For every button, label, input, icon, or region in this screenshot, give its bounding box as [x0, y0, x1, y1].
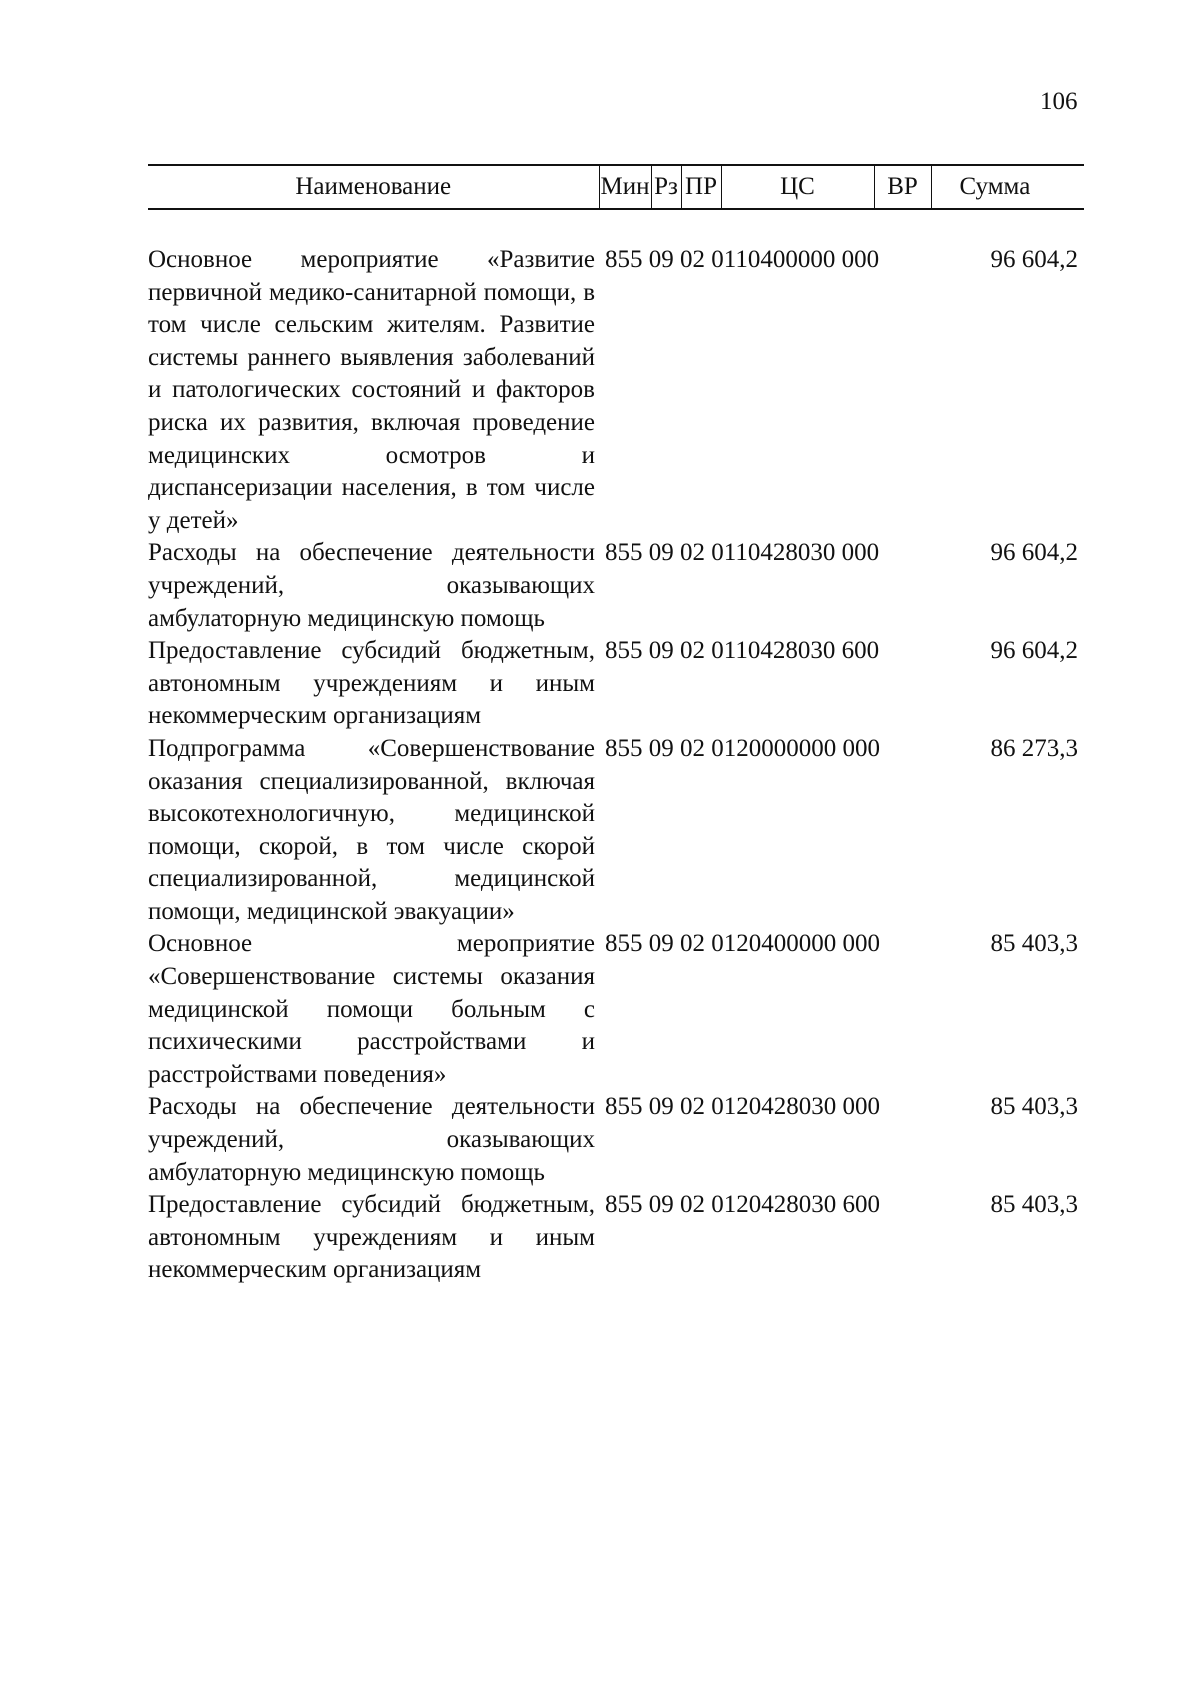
row-vr: 000 — [841, 246, 880, 273]
row-rz: 09 — [648, 637, 674, 665]
row-sum: 85 403,3 — [990, 1093, 1078, 1121]
row-codes — [599, 928, 1084, 1091]
row-codes — [599, 244, 1084, 537]
header-vr: ВР — [874, 165, 931, 209]
header-rz: Рз — [651, 165, 681, 209]
row-sum: 96 604,2 — [990, 539, 1078, 567]
row-cs: 0110428030 — [711, 637, 836, 665]
row-pr: 02 — [680, 1093, 705, 1121]
row-vr: 000 — [842, 930, 880, 958]
table-row — [148, 928, 1084, 1091]
table-row — [148, 537, 1084, 635]
table-row — [148, 1091, 1084, 1189]
row-rz: 09 — [648, 734, 674, 762]
row-rz: 09 — [648, 930, 674, 958]
table-header — [148, 165, 1084, 209]
table-row — [148, 244, 1084, 537]
table-row — [148, 635, 1084, 733]
row-vr: 000 — [841, 539, 880, 567]
row-sum: 85 403,3 — [990, 1191, 1078, 1219]
row-cs: 0120428030 — [711, 1191, 837, 1219]
row-name: Предоставление субсидий бюджетным, автономным учреждениям и иным некоммерческим организациям — [148, 637, 595, 730]
row-name: Расходы на обеспечение деятельности учреждений, оказывающих амбулаторную медицинскую помощь — [148, 1093, 595, 1186]
row-name: Основное мероприятие «Совершенствование системы оказания медицинской помощи больным с психическими расстройствами и расстройствами поведения» — [148, 930, 595, 1088]
row-vr: 600 — [841, 637, 880, 665]
row-rz: 09 — [648, 1093, 674, 1121]
row-pr: 02 — [680, 246, 705, 273]
budget-table — [148, 164, 1084, 1287]
row-codes — [599, 1091, 1084, 1189]
row-sum: 86 273,3 — [990, 734, 1078, 762]
row-min: 855 — [605, 1093, 643, 1121]
row-name: Основное мероприятие «Развитие первичной медико-санитарной помощи, в том числе сельским жителям. Развитие системы раннего выявления заболеваний и патологических состояний и факторов риска их развития, включая проведение медицинских осмотров и диспансеризации населения, в том числе у детей» — [148, 246, 595, 534]
row-sum: 96 604,2 — [990, 637, 1078, 665]
header-name: Наименование — [148, 165, 599, 209]
row-min: 855 — [605, 539, 643, 567]
row-rz: 09 — [648, 246, 674, 273]
table-row — [148, 733, 1084, 929]
row-pr: 02 — [680, 734, 705, 762]
row-cs: 0120000000 — [711, 734, 837, 762]
row-vr: 000 — [842, 734, 880, 762]
row-cs: 0120400000 — [711, 930, 837, 958]
row-sum: 96 604,2 — [990, 246, 1078, 273]
row-vr: 000 — [842, 1093, 880, 1121]
row-name: Предоставление субсидий бюджетным, автономным учреждениям и иным некоммерческим организациям — [148, 1191, 595, 1284]
row-min: 855 — [605, 930, 643, 958]
row-rz: 09 — [648, 1191, 674, 1219]
page-number: 106 — [1040, 88, 1078, 115]
row-codes — [599, 1189, 1084, 1287]
header-pr: ПР — [681, 165, 721, 209]
header-cs: ЦС — [721, 165, 874, 209]
row-min: 855 — [605, 734, 643, 762]
row-vr: 600 — [842, 1191, 880, 1219]
row-cs: 0120428030 — [711, 1093, 837, 1121]
table-row — [148, 1189, 1084, 1287]
row-sum: 85 403,3 — [990, 930, 1078, 958]
header-min: Мин — [599, 165, 651, 209]
row-name: Подпрограмма «Совершенствование оказания специализированной, включая высокотехнологичную, медицинской помощи, скорой, в том числе скорой специализированной, медицинской помощи, медицинской эвакуации» — [148, 734, 595, 925]
row-codes — [599, 635, 1084, 733]
row-min: 855 — [605, 246, 643, 273]
row-codes — [599, 537, 1084, 635]
row-name: Расходы на обеспечение деятельности учреждений, оказывающих амбулаторную медицинскую помощь — [148, 539, 595, 632]
table-body — [148, 209, 1084, 1287]
row-pr: 02 — [680, 1191, 705, 1219]
row-pr: 02 — [680, 637, 705, 665]
row-cs: 0110400000 — [711, 246, 836, 273]
row-pr: 02 — [680, 930, 705, 958]
header-spacer — [148, 209, 1084, 244]
header-sum: Сумма — [931, 165, 1084, 209]
row-rz: 09 — [648, 539, 674, 567]
row-pr: 02 — [680, 539, 705, 567]
row-min: 855 — [605, 1191, 643, 1219]
row-min: 855 — [605, 637, 643, 665]
row-cs: 0110428030 — [711, 539, 836, 567]
row-codes — [599, 733, 1084, 929]
